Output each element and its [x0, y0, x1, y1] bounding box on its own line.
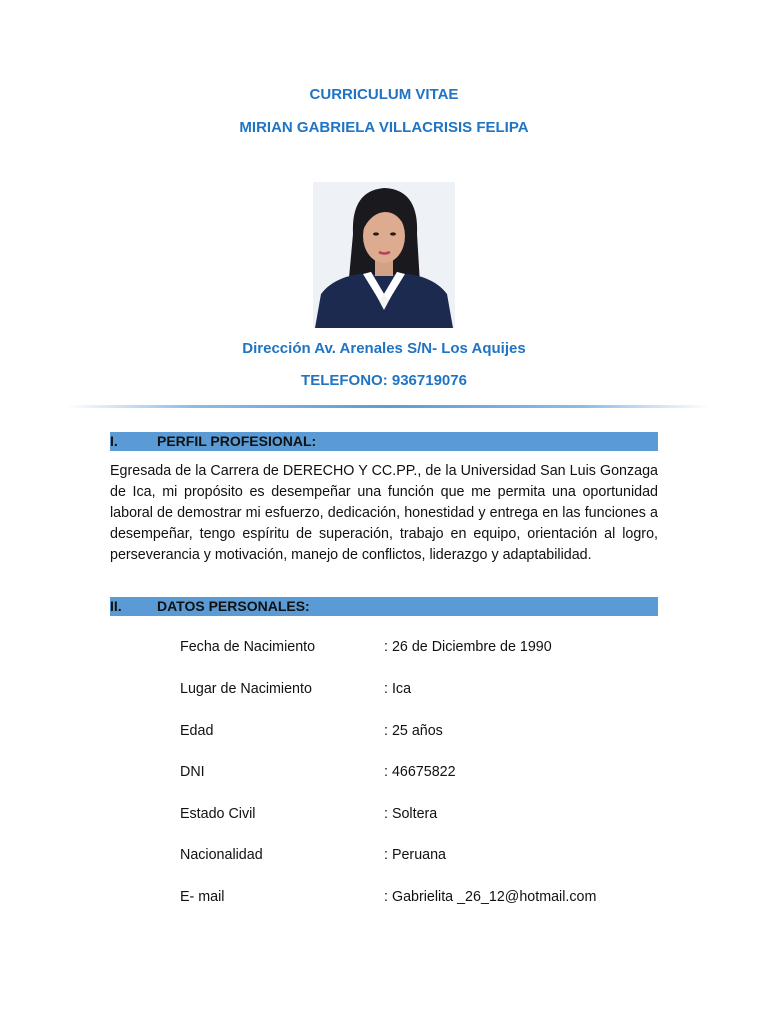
info-value: : 46675822 [384, 764, 456, 780]
candidate-photo [313, 182, 455, 328]
cv-title: CURRICULUM VITAE [309, 86, 459, 103]
info-value: : 25 años [384, 723, 443, 739]
info-label: Fecha de Nacimiento [180, 639, 316, 655]
section-number: II. [110, 598, 122, 614]
section-header-datos [110, 597, 658, 616]
profile-paragraph: Egresada de la Carrera de DERECHO Y CC.PP., de la Universidad San Luis Gonzaga de Ica, mi propósito es desempeñar una función que me permita una oportunidad laboral de demostrar mi esfuerzo, dedicación, honestidad y entrega en las funciones a desempeñar, tengo espíritu de superación, trabajo en equipo, orientación al logro, perseverancia y motivación, manejo de conflictos, liderazgo y adaptabilidad. [110, 463, 658, 563]
section-title: PERFIL PROFESIONAL: [157, 433, 317, 449]
info-label: Edad [180, 723, 214, 739]
info-label: Nacionalidad [180, 847, 263, 863]
phone-line: TELEFONO: 936719076 [301, 372, 467, 389]
section-title: DATOS PERSONALES: [157, 598, 310, 614]
info-label: Estado Civil [180, 806, 256, 822]
candidate-name: MIRIAN GABRIELA VILLACRISIS FELIPA [239, 119, 529, 136]
address-line: Dirección Av. Arenales S/N- Los Aquijes [242, 340, 526, 357]
portrait-image [313, 182, 455, 328]
info-value: : Peruana [384, 847, 446, 863]
info-label: DNI [180, 764, 205, 780]
info-value: : Ica [384, 681, 412, 697]
info-value: : 26 de Diciembre de 1990 [384, 639, 552, 655]
info-label: E- mail [180, 889, 225, 905]
horizontal-divider [66, 405, 710, 408]
info-value: : Soltera [384, 806, 438, 822]
section-header-perfil [110, 432, 658, 451]
info-value: : Gabrielita _26_12@hotmail.com [384, 889, 597, 905]
info-label: Lugar de Nacimiento [180, 681, 312, 697]
section-number: I. [110, 433, 118, 449]
